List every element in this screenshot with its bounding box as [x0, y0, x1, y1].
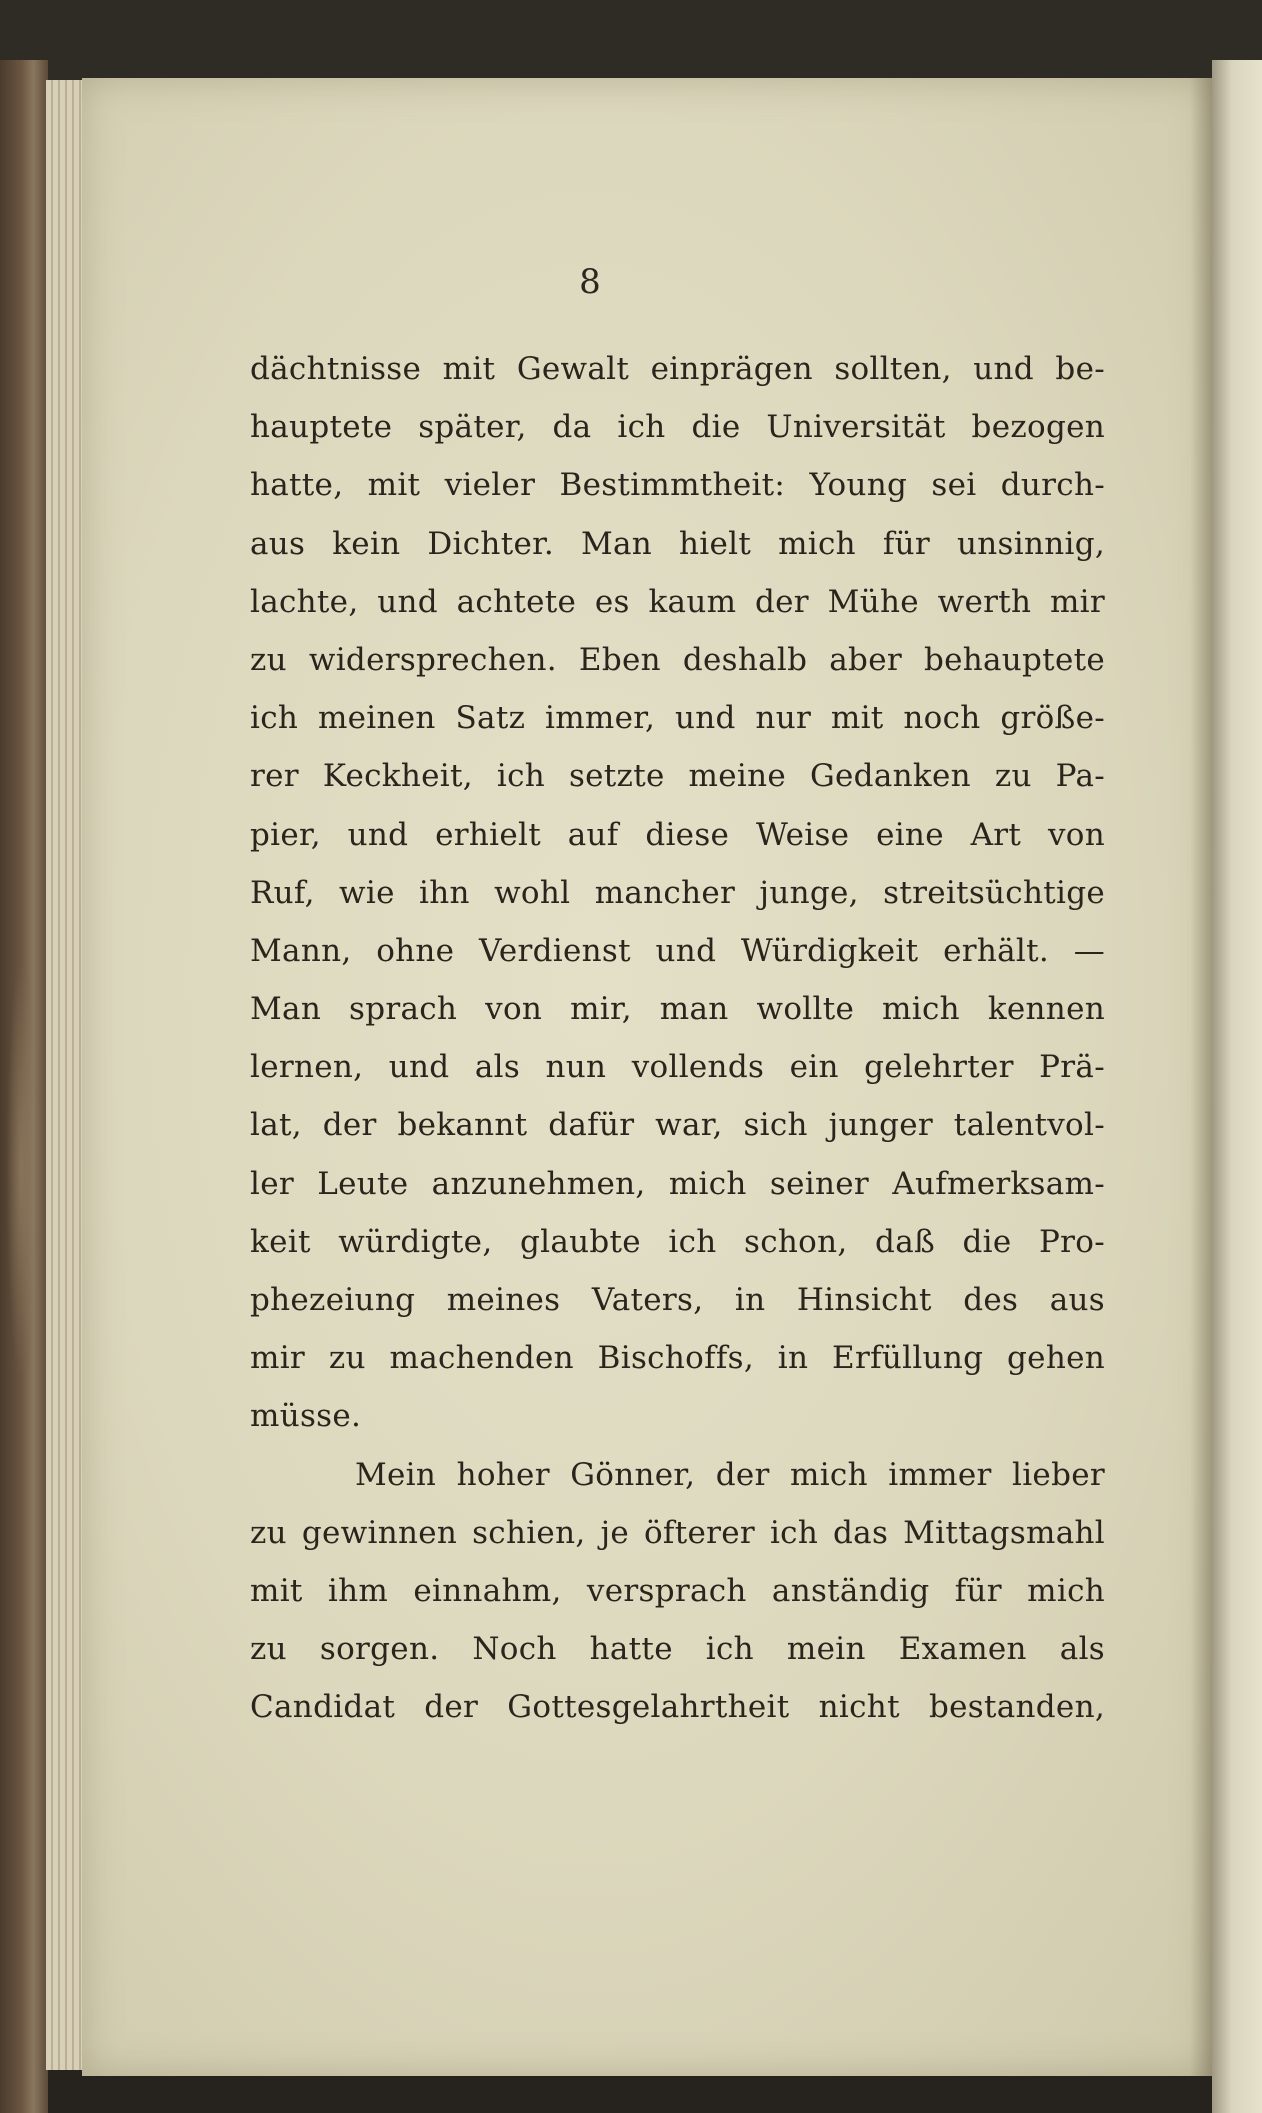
- text-line: lachte, und achtete es kaum der Mühe werth mir: [250, 583, 1105, 620]
- page-gutter: [1190, 78, 1212, 2076]
- text-line: Mein hoher Gönner, der mich immer lieber: [355, 1456, 1105, 1493]
- text-line: ler Leute anzunehmen, mich seiner Aufmerksam-: [250, 1165, 1105, 1202]
- text-line: lat, der bekannt dafür war, sich junger talentvol-: [250, 1107, 1105, 1144]
- text-line: pier, und erhielt auf diese Weise eine Art von: [250, 816, 1105, 853]
- text-line: mit ihm einnahm, versprach anständig für mich: [250, 1572, 1105, 1609]
- text-line: zu sorgen. Noch hatte ich mein Examen als: [250, 1631, 1105, 1668]
- text-line: aus kein Dichter. Man hielt mich für unsinnig,: [250, 525, 1105, 562]
- book-cover-edge: [0, 60, 48, 2113]
- page-edges: [46, 80, 86, 2070]
- text-line: Candidat der Gottesgelahrtheit nicht bestanden,: [250, 1689, 1105, 1726]
- text-line: hatte, mit vieler Bestimmtheit: Young sei durch-: [250, 467, 1105, 504]
- facing-page-edge: [1212, 60, 1262, 2113]
- text-line: lernen, und als nun vollends ein gelehrter Prä-: [250, 1049, 1105, 1086]
- text-line: zu gewinnen schien, je öfterer ich das Mittagsmahl: [250, 1514, 1105, 1551]
- text-line: zu widersprechen. Eben deshalb aber behauptete: [250, 641, 1105, 678]
- text-line: ich meinen Satz immer, und nur mit noch größe-: [250, 700, 1105, 737]
- page-number: 8: [579, 262, 601, 302]
- text-line: Man sprach von mir, man wollte mich kennen: [250, 991, 1105, 1028]
- text-line: phezeiung meines Vaters, in Hinsicht des aus: [250, 1282, 1105, 1318]
- text-line: mir zu machenden Bischoffs, in Erfüllung gehen: [250, 1340, 1105, 1377]
- text-line: Mann, ohne Verdienst und Würdigkeit erhält. —: [250, 932, 1105, 969]
- text-line: keit würdigte, glaubte ich schon, daß die Pro-: [250, 1223, 1105, 1260]
- page-text: [250, 340, 1105, 1737]
- text-line: hauptete später, da ich die Universität bezogen: [250, 409, 1105, 446]
- text-line: dächtnisse mit Gewalt einprägen sollten, und be-: [250, 351, 1105, 387]
- text-line: müsse.: [250, 1398, 362, 1435]
- text-line: Ruf, wie ihn wohl mancher junge, streitsüchtige: [250, 874, 1105, 911]
- text-line: rer Keckheit, ich setzte meine Gedanken zu Pa-: [250, 758, 1105, 795]
